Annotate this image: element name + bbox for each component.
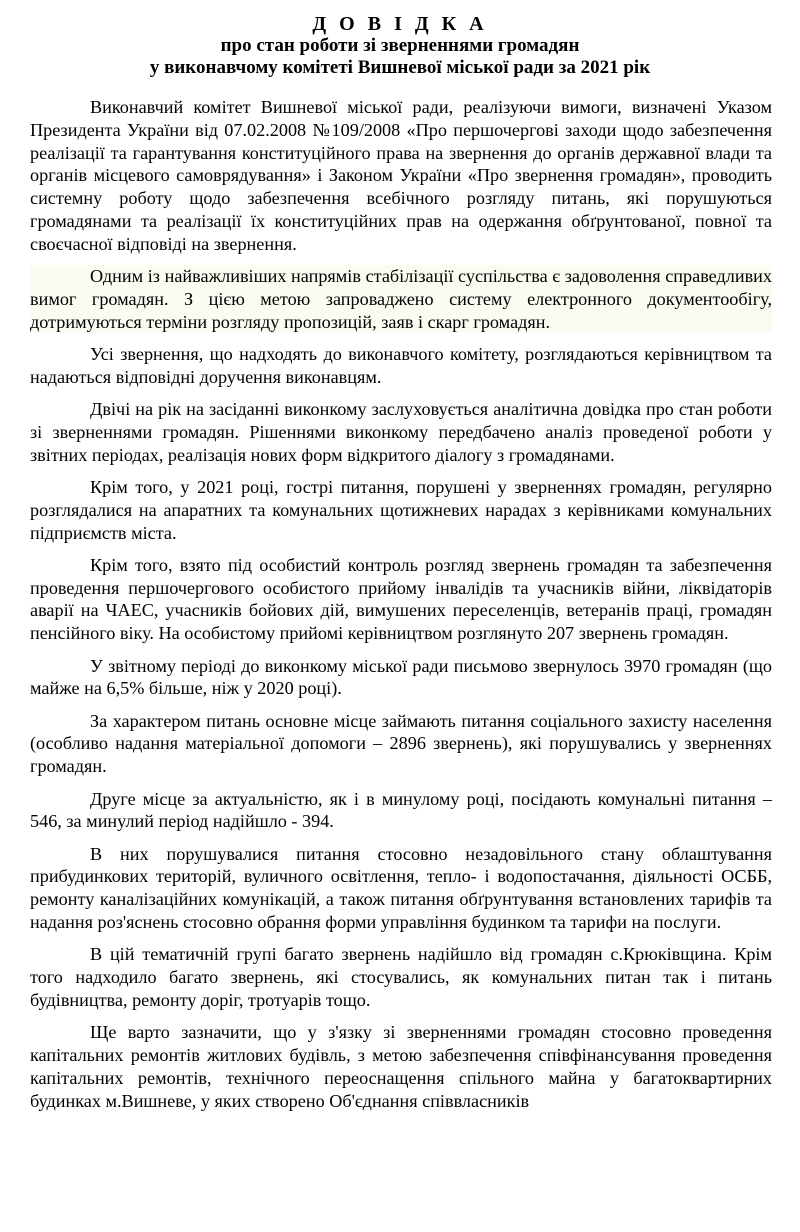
paragraph: Одним із найважливіших напрямів стабілізації суспільства є задоволення справедливих вимог громадян. З цією метою запроваджено систему електронного документообігу, дотримуються терміни розгляду пропозицій, заяв і скарг громадян. [30,266,772,332]
paragraph: В цій тематичній групі багато звернень надійшло від громадян с.Крюківщина. Крім того надходило багато звернень, які стосувались, як комунальних питан так і питань будівництва, ремонту доріг, тротуарів тощо. [30,944,772,1010]
document-header [0,0,800,79]
paragraph: У звітному періоді до виконкому міської ради письмово звернулось 3970 громадян (що майже на 6,5% більше, ніж у 2020 році). [30,655,772,699]
paragraph: Крім того, взято під особистий контроль розгляд звернень громадян та забезпечення проведення першочергового особистого прийому інвалідів та учасників війни, ліквідаторів аварії на ЧАЕС, учасників бойових дій, вимушених переселенців, ветеранів праці, громадян пенсійного віку. На особистому прийомі керівництвом розглянуто 207 звернень громадян. [30,554,772,644]
document-body [30,96,772,1112]
paragraph: Крім того, у 2021 році, гострі питання, порушені у зверненнях громадян, регулярно розглядалися на апаратних та комунальних щотижневих нарадах з керівниками комунальних підприємств міста. [30,476,772,543]
paragraph: Друге місце за актуальністю, як і в минулому році, посідають комунальні питання – 546, за минулий період надійшло - 394. [30,788,772,832]
document-subtitle-line-1: про стан роботи зі зверненнями громадян [220,35,580,56]
paragraph: Ще варто зазначити, що у з'язку зі зверненнями громадян стосовно проведення капітальних ремонтів житлових будівль, з метою забезпечення співфінансування проведення капітальних ремонтів, технічного переоснащення спільного майна у багатоквартирних будинках м.Вишневе, у яких створено Об'єднання співвласників [30,1022,772,1111]
paragraph: Двічі на рік на засіданні виконкому заслуховується аналітична довідка про стан роботи зі зверненнями громадян. Рішеннями виконкому передбачено аналіз проведеної роботи у звітних періодах, реалізація нових форм відкритого діалогу з громадянами. [30,399,772,465]
document-subtitle-line-2: у виконавчому комітеті Вишневої міської ради за 2021 рік [149,57,651,78]
paragraph: Усі звернення, що надходять до виконавчого комітету, розглядаються керівництвом та надаються відповідні доручення виконавцям. [30,343,772,387]
paragraph: В них порушувалися питання стосовно незадовільного стану облаштування прибудинкових територій, вуличного освітлення, тепло- і водопостачання, діяльності ОСББ, ремонту каналізаційних комунікацій, а також питання обґрунтування встановлених тарифів та надання роз'яснень стосовно обрання форми управління будинком та тарифи на послуги. [30,843,772,932]
document-title: Д О В І Д К А [312,13,488,35]
paragraph: За характером питань основне місце займають питання соціального захисту населення (особливо надання матеріальної допомоги – 2896 звернень), які порушувались у зверненнях громадян. [30,710,772,777]
paragraph: Виконавчий комітет Вишневої міської ради, реалізуючи вимоги, визначені Указом Президента України від 07.02.2008 №109/2008 «Про першочергові заходи щодо забезпечення реалізації та гарантування конституційного права на звернення до органів державної влади та органів місцевого самоврядування» і Законом України «Про звернення громадян», проводить системну роботу щодо забезпечення всебічного розгляду питань, які порушуються громадянами та реалізації їх конституційних прав на одержання обґрунтованої, повної та своєчасної відповіді на звернення. [30,97,772,254]
